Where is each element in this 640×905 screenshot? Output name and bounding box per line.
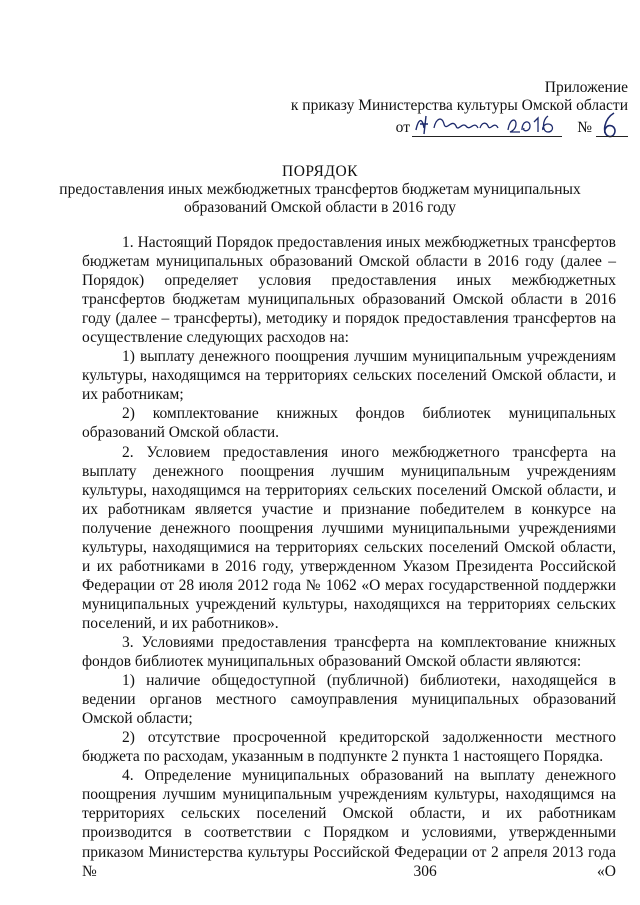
order-date-number-line: [291, 116, 628, 138]
document-title: [0, 163, 640, 217]
date-prefix: от: [395, 119, 410, 136]
paragraph-3-item-1: 1) наличие общедоступной (публичной) библиотеки, находящейся в ведении органов местного самоуправления муниципальных образований Омской области;: [82, 672, 616, 728]
order-reference: к приказу Министерства культуры Омской области: [290, 97, 628, 114]
title-line-2: образований Омской области в 2016 году: [183, 199, 456, 216]
paragraph-1-item-2: 2) комплектование книжных фондов библиотек муниципальных образований Омской области.: [82, 405, 616, 442]
paragraph-1: 1. Настоящий Порядок предоставления иных межбюджетных трансфертов бюджетам муниципальных образований Омской области в 2016 году (далее – Порядок) определяет условия предоставления иных межбюджетных трансфертов бюджетам муниципальных образований Омской области в 2016 году (далее – трансферты), методику и порядок предоставления трансфертов на осуществление следующих расходов на:: [82, 234, 616, 347]
paragraph-3: 3. Условиями предоставления трансферта на комплектование книжных фондов библиотек муниципальных образований Омской области являются:: [82, 633, 616, 671]
appendix-header: [291, 79, 628, 138]
paragraph-2: 2. Условием предоставления иного межбюджетного трансферта на выплату денежного поощрения лучшим муниципальным учреждениям культуры, находящимся на территориях сельских поселений Омской области, и их работникам является участие и признание победителем в конкурсе на получение денежного поощрения лучшими муниципальными учреждениями культуры, находящимися на территориях сельских поселений Омской области, и их работниками в 2016 году, утвержденном Указом Президента Российской Федерации от 28 июля 2012 года № 1062 «О мерах государственной поддержки муниципальных учреждений культуры, находящихся на территориях сельских поселений, и их работников».: [82, 443, 616, 632]
number-prefix: №: [577, 119, 592, 136]
document-body: [82, 233, 616, 881]
number-underline: [596, 136, 628, 137]
appendix-label: Приложение: [544, 79, 628, 96]
title-line-1: предоставления иных межбюджетных трансфертов бюджетам муниципальных: [59, 181, 581, 198]
paragraph-1-item-1: 1) выплату денежного поощрения лучшим муниципальным учреждениям культуры, находящимся на территориях сельских поселений Омской области, и их работникам;: [82, 348, 616, 404]
paragraph-3-item-2: 2) отсутствие просроченной кредиторской задолженности местного бюджета по расходам, указанным в подпункте 2 пункта 1 настоящего Порядка.: [82, 729, 616, 766]
title-main: ПОРЯДОК: [282, 163, 358, 180]
date-underline: [412, 136, 562, 137]
paragraph-4: 4. Определение муниципальных образований на выплату денежного поощрения лучшим муниципальным учреждениям культуры, находящимся на территориях сельских поселений Омской области, и их работникам производится в соответствии с Порядком и условиями, утвержденными приказом Министерства культуры Российской Федерации от 2 апреля 2013 года № 306 «О: [82, 767, 616, 880]
